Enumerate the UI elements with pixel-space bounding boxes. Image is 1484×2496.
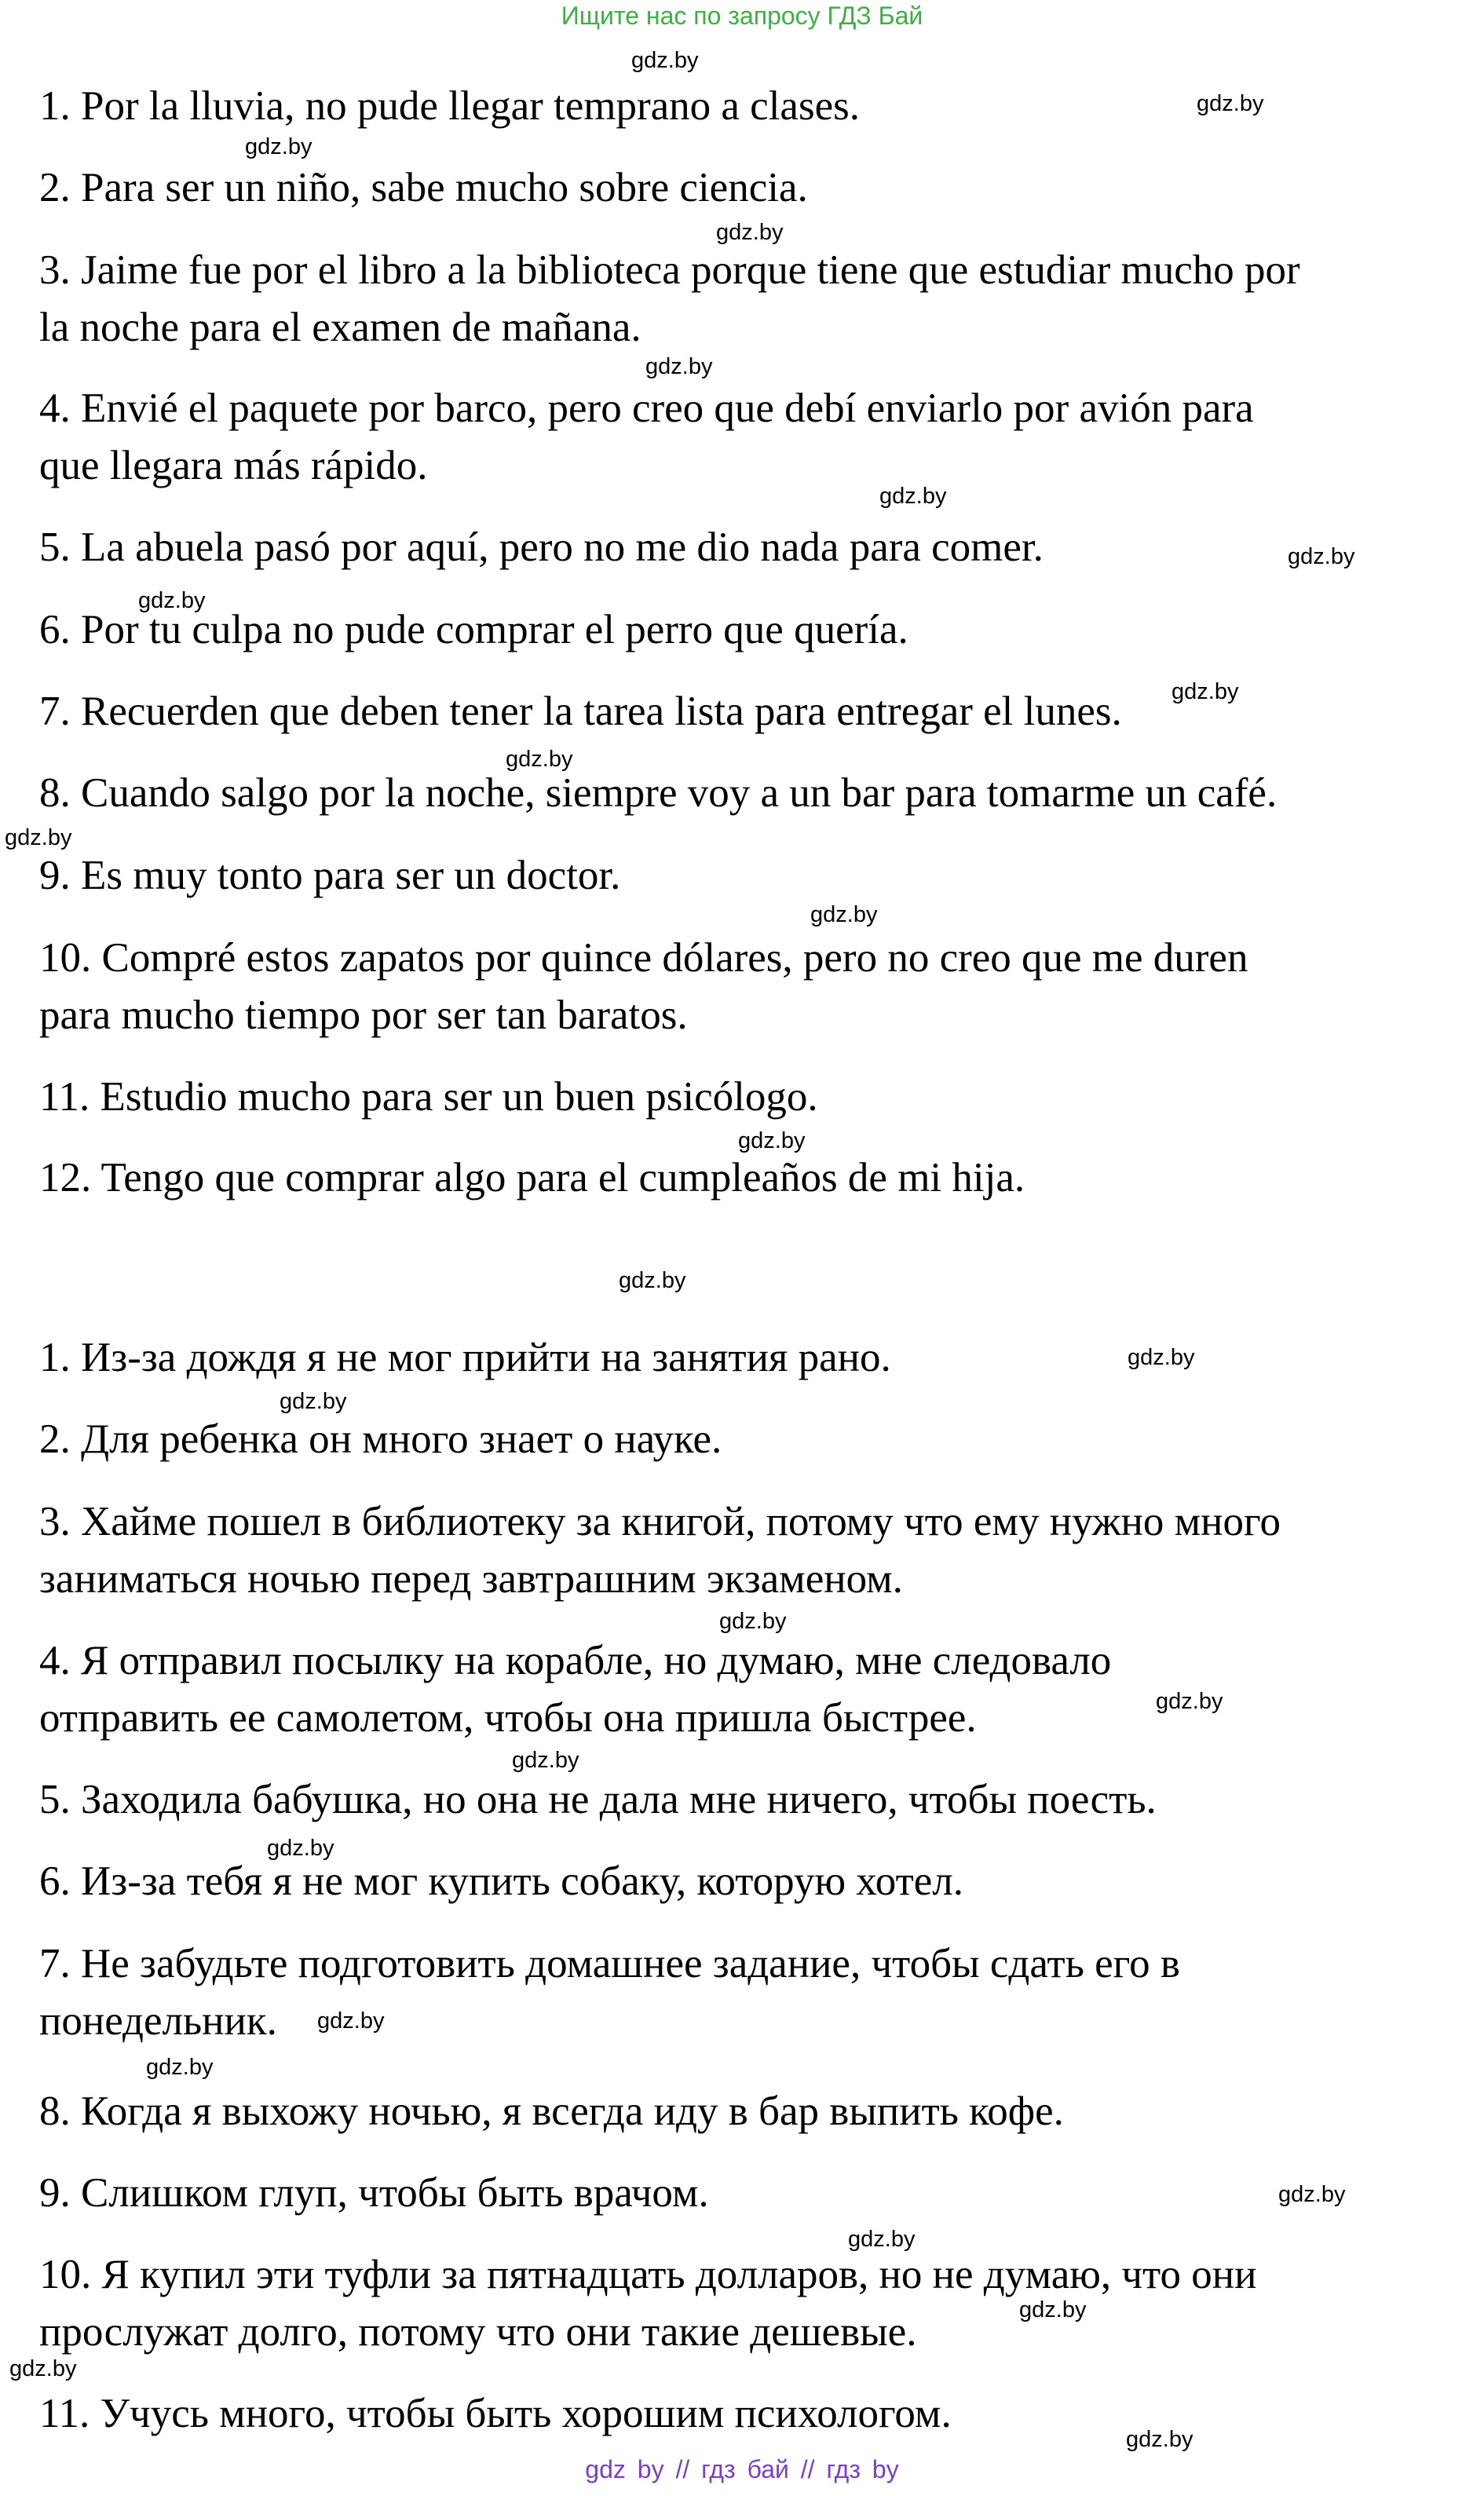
russian-item-11-line-1: 11. Учусь много, чтобы быть хорошим психологом. [39,2391,952,2436]
russian-item-9-line-1: 9. Слишком глуп, чтобы быть врачом. [39,2170,709,2216]
watermark: gdz.by [719,1609,787,1634]
russian-item-10-line-2: прослужат долго, потому что они такие дешевые. [39,2309,917,2355]
footer-banner[interactable]: gdz by // гдз бай // гдз by [585,2455,899,2483]
russian-item-8-line-1: 8. Когда я выхожу ночью, я всегда иду в бар выпить кофе. [39,2089,1064,2134]
watermark: gdz.by [1156,1689,1223,1714]
watermark: gdz.by [1019,2297,1087,2322]
spanish-item-2-line-1: 2. Para ser un niño, sabe mucho sobre ciencia. [39,165,808,210]
spanish-item-8-line-1: 8. Cuando salgo por la noche, siempre voy a un bar para tomarme un café. [39,770,1277,816]
watermark: gdz.by [1197,91,1264,116]
spanish-item-3-line-1: 3. Jaime fue por el libro a la biblioteca porque tiene que estudiar mucho por [39,247,1300,293]
watermark: gdz.by [645,354,713,379]
russian-item-7-line-2: понедельник. [39,1998,277,2044]
russian-item-5-line-1: 5. Заходила бабушка, но она не дала мне ничего, чтобы поесть. [39,1777,1157,1822]
watermark: gdz.by [146,2055,214,2080]
spanish-item-9-line-1: 9. Es muy tonto para ser un doctor. [39,853,621,898]
watermark: gdz.by [9,2356,77,2381]
russian-item-4-line-1: 4. Я отправил посылку на корабле, но думаю, мне следовало [39,1638,1112,1683]
watermark: gdz.by [317,2008,385,2034]
russian-item-7-line-1: 7. Не забудьте подготовить домашнее задание, чтобы сдать его в [39,1941,1180,1986]
watermark: gdz.by [1126,2427,1193,2452]
watermark: gdz.by [245,134,313,159]
spanish-item-7-line-1: 7. Recuerden que deben tener la tarea lista para entregar el lunes. [39,689,1122,734]
watermark: gdz.by [879,484,947,509]
russian-item-2-line-1: 2. Для ребенка он много знает о науке. [39,1416,722,1462]
russian-item-1-line-1: 1. Из-за дождя я не мог прийти на занятия рано. [39,1335,891,1380]
russian-item-6-line-1: 6. Из-за тебя я не мог купить собаку, которую хотел. [39,1858,963,1904]
russian-item-3-line-1: 3. Хайме пошел в библиотеку за книгой, потому что ему нужно много [39,1499,1281,1544]
watermark: gdz.by [810,902,878,927]
watermark: gdz.by [1171,679,1239,704]
spanish-item-5-line-1: 5. La abuela pasó por aquí, pero no me dio nada para comer. [39,524,1044,570]
spanish-item-1-line-1: 1. Por la lluvia, no pude llegar temprano a clases. [39,83,860,129]
watermark: gdz.by [716,220,784,245]
watermark: gdz.by [512,1748,579,1773]
header-banner[interactable]: Ищите нас по запросу ГДЗ Бай [561,2,923,30]
watermark: gdz.by [738,1128,806,1153]
watermark: gdz.by [848,2227,916,2252]
russian-item-4-line-2: отправить ее самолетом, чтобы она пришла быстрее. [39,1695,977,1741]
watermark: gdz.by [1288,544,1355,569]
watermark: gdz.by [506,747,573,772]
watermark: gdz.by [1128,1345,1195,1370]
spanish-item-3-line-2: la noche para el examen de mañana. [39,305,641,350]
watermark: gdz.by [138,588,206,613]
spanish-item-10-line-2: para mucho tiempo por ser tan baratos. [39,992,688,1038]
watermark: gdz.by [631,48,699,73]
russian-item-3-line-2: заниматься ночью перед завтрашним экзаменом. [39,1556,903,1602]
spanish-item-11-line-1: 11. Estudio mucho para ser un buen psicólogo. [39,1074,818,1120]
watermark: gdz.by [280,1389,347,1414]
spanish-item-4-line-1: 4. Envié el paquete por barco, pero creo que debí enviarlo por avión para [39,386,1254,431]
spanish-item-4-line-2: que llegara más rápido. [39,443,428,488]
russian-item-10-line-1: 10. Я купил эти туфли за пятнадцать долларов, но не думаю, что они [39,2252,1257,2297]
spanish-item-6-line-1: 6. Por tu culpa no pude comprar el perro que quería. [39,607,908,652]
watermark: gdz.by [619,1268,686,1293]
watermark: gdz.by [267,1836,334,1861]
watermark: gdz.by [1278,2182,1346,2207]
spanish-item-12-line-1: 12. Tengo que comprar algo para el cumpleaños de mi hija. [39,1155,1025,1200]
spanish-item-10-line-1: 10. Compré estos zapatos por quince dólares, pero no creo que me duren [39,935,1248,981]
watermark: gdz.by [5,825,72,850]
